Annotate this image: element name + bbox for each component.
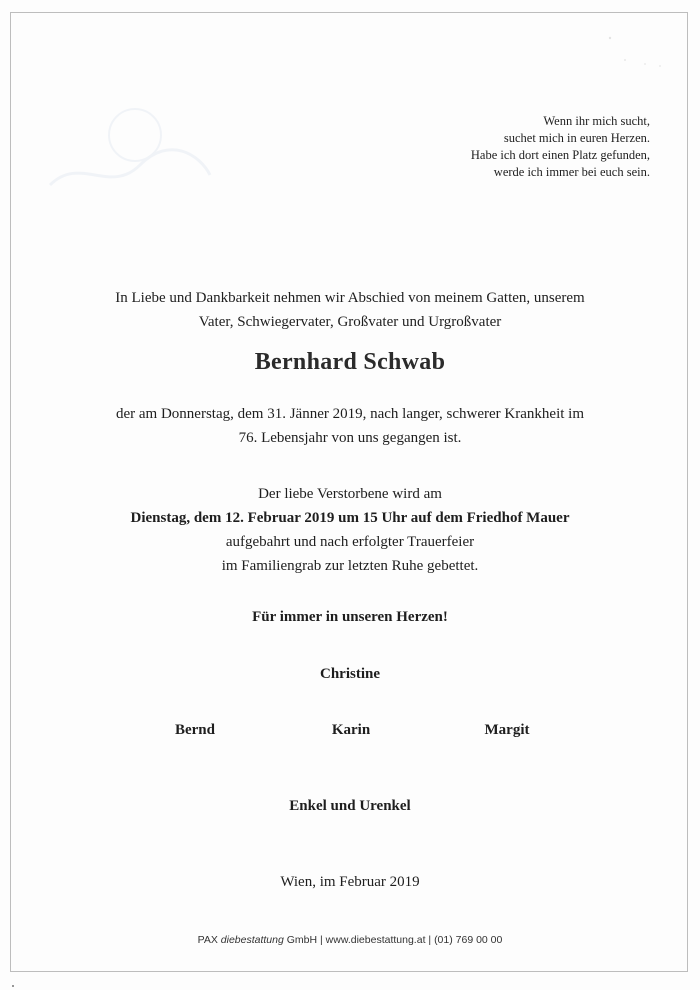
motto: Für immer in unseren Herzen! xyxy=(252,609,448,625)
mourner-spouse: Christine xyxy=(320,666,380,682)
funeral-line-1: Der liebe Verstorbene wird am xyxy=(258,486,442,502)
funeral-line-4: im Familiengrab zur letzten Ruhe gebettet. xyxy=(221,558,479,574)
footer-contact xyxy=(40,934,660,946)
funeral-line-3: aufgebahrt und nach erfolgter Trauerfeier xyxy=(225,534,475,550)
scan-dot xyxy=(12,985,14,987)
poem-line: suchet mich in euren Herzen. xyxy=(503,131,650,145)
mourner-child: Bernd xyxy=(174,722,215,738)
mourner-grandchildren: Enkel und Urenkel xyxy=(289,798,411,814)
memorial-poem xyxy=(471,113,650,181)
intro-line-2: Vater, Schwiegervater, Großvater und Urgroßvater xyxy=(198,314,502,330)
footer-company-prefix: PAX xyxy=(197,934,218,946)
death-line-1: der am Donnerstag, dem 31. Jänner 2019, nach langer, schwerer Krankheit im xyxy=(116,406,584,422)
footer-separator: | xyxy=(320,934,323,946)
intro-text xyxy=(40,286,660,334)
death-line-2: 76. Lebensjahr von uns gegangen ist. xyxy=(238,430,462,446)
death-notice xyxy=(40,402,660,450)
poem-line: werde ich immer bei euch sein. xyxy=(493,165,650,179)
footer-phone: (01) 769 00 00 xyxy=(434,934,503,946)
deceased-name: Bernhard Schwab xyxy=(254,349,446,375)
footer-website: www.diebestattung.at xyxy=(325,934,426,946)
footer-separator: | xyxy=(428,934,432,946)
footer-company-suffix: GmbH xyxy=(286,934,318,946)
faint-watermark-graphic xyxy=(40,95,220,205)
intro-line-1: In Liebe und Dankbarkeit nehmen wir Abschied von meinem Gatten, unserem xyxy=(115,290,585,306)
scan-speckle xyxy=(590,30,670,80)
place-and-date: Wien, im Februar 2019 xyxy=(280,874,420,890)
footer-company-brand: diebestattung xyxy=(220,934,284,946)
poem-line: Wenn ihr mich sucht, xyxy=(543,114,650,128)
funeral-date-location: Dienstag, dem 12. Februar 2019 um 15 Uhr auf dem Friedhof Mauer xyxy=(130,510,570,526)
mourner-child: Margit xyxy=(484,722,530,738)
poem-line: Habe ich dort einen Platz gefunden, xyxy=(470,148,650,162)
funeral-details xyxy=(40,482,660,578)
mourner-child: Karin xyxy=(331,722,371,738)
